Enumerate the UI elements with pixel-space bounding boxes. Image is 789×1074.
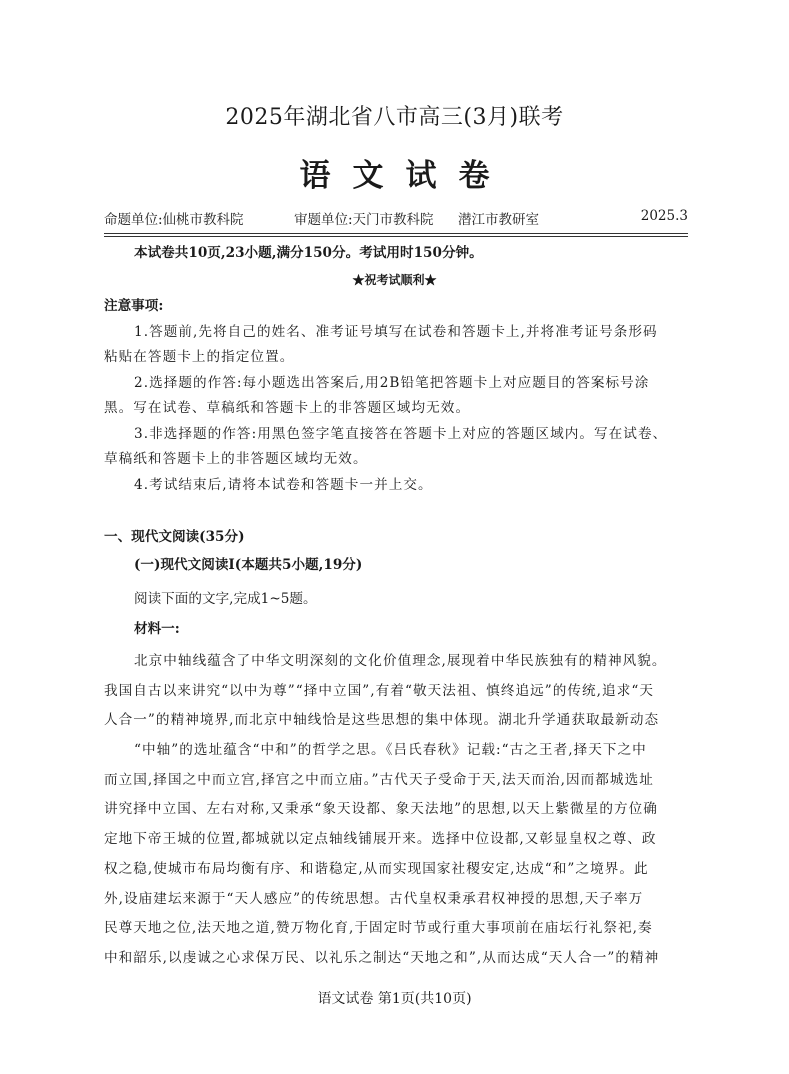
exam-date: 2025.3	[640, 208, 688, 224]
page-footer: 语文试卷 第1页(共10页)	[317, 991, 472, 1007]
reviewer-2: 潜江市教研室	[458, 212, 539, 228]
passage-line: 民尊天地之位,法天地之道,赞万物化育,于固定时节或行重大事项前在庙坛行礼祭祀,奏	[104, 920, 653, 936]
good-luck-banner: ★祝考试顺利★	[352, 273, 437, 287]
subsection-heading: (一)现代文阅读Ⅰ(本题共5小题,19分)	[134, 557, 363, 573]
reviewer: 审题单位:天门市教科院	[294, 212, 434, 228]
proposer: 命题单位:仙桃市教科院	[104, 212, 244, 228]
note-line: 黑。写在试卷、草稿纸和答题卡上的非答题区域均无效。	[104, 400, 471, 416]
passage-line: “中轴”的选址蕴含“中和”的哲学之思。《吕氏春秋》记载:“古之王者,择天下之中	[134, 742, 647, 758]
passage-line: 讲究择中立国、左右对称,又秉承“象天设都、象天法地”的思想,以天上紫微星的方位确	[104, 801, 658, 817]
note-line: 4.考试结束后,请将本试卷和答题卡一并上交。	[134, 477, 433, 493]
exam-summary: 本试卷共10页,23小题,满分150分。考试用时150分钟。	[134, 245, 483, 261]
note-line: 草稿纸和答题卡上的非答题区域均无效。	[104, 451, 368, 467]
passage-line: 而立国,择国之中而立宫,择宫之中而立庙。”古代天子受命于天,法天而治,因而都城选址	[104, 772, 654, 788]
notes-heading: 注意事项:	[104, 298, 164, 314]
material-label: 材料一:	[134, 621, 180, 637]
section-heading: 一、现代文阅读(35分)	[104, 529, 245, 545]
passage-line: 中和韶乐,以虔诚之心求保万民、以礼乐之制达“天地之和”,从而达成“天人合一”的精神	[104, 950, 660, 966]
passage-line: 北京中轴线蕴含了中华文明深刻的文化价值理念,展现着中华民族独有的精神风貌。	[134, 653, 667, 669]
note-line: 1.答题前,先将自己的姓名、准考证号填写在试卷和答题卡上,并将准考证号条形码	[134, 324, 658, 340]
exam-title: 2025年湖北省八市高三(3月)联考	[225, 105, 564, 130]
passage-line: 人合一”的精神境界,而北京中轴线恰是这些思想的集中体现。湖北升学通获取最新动态	[104, 712, 660, 728]
note-line: 2.选择题的作答:每小题选出答案后,用2B铅笔把答题卡上对应题目的答案标号涂	[134, 375, 650, 391]
passage-line: 权之稳,使城市布局均衡有序、和谐稳定,从而实现国家社稷安定,达成“和”之境界。此	[104, 861, 649, 877]
note-line: 粘贴在答题卡上的指定位置。	[104, 349, 295, 365]
header-rule	[104, 233, 688, 237]
passage-line: 定地下帝王城的位置,都城就以定点轴线铺展开来。选择中位设都,又彰显皇权之尊、政	[104, 831, 657, 847]
subject-title: 语文试卷	[299, 158, 512, 194]
note-line: 3.非选择题的作答:用黑色签字笔直接答在答题卡上对应的答题区域内。写在试卷、	[134, 426, 668, 442]
passage-line: 外,设庙建坛来源于“天人感应”的传统思想。古代皇权秉承君权神授的思想,天子率万	[104, 891, 644, 907]
instruction: 阅读下面的文字,完成1~5题。	[134, 591, 317, 607]
passage-line: 我国自古以来讲究“以中为尊”“择中立国”,有着“敬天法祖、慎终追远”的传统,追求“天	[104, 683, 654, 699]
